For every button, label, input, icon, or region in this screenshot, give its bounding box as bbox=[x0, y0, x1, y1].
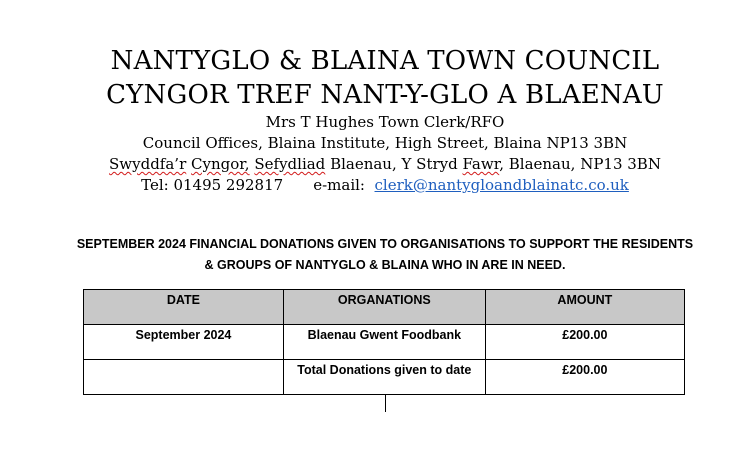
text-cursor bbox=[385, 395, 386, 412]
contact-details bbox=[0, 175, 743, 196]
telephone: Tel: 01495 292817 bbox=[141, 176, 284, 194]
table-row bbox=[84, 360, 685, 395]
heading-line: & GROUPS OF NANTYGLO & BLAINA WHO IN ARE IN NEED. bbox=[204, 258, 566, 272]
address-welsh-text: Blaenau, Y Stryd bbox=[330, 155, 458, 173]
cell-date bbox=[84, 360, 284, 395]
heading-line: SEPTEMBER 2024 FINANCIAL DONATIONS GIVEN TO ORGANISATIONS TO SUPPORT THE RESIDENTS bbox=[76, 237, 694, 251]
council-name-english: NANTYGLO & BLAINA TOWN COUNCIL bbox=[110, 46, 660, 76]
column-header-organisations: ORGANATIONS bbox=[283, 290, 485, 325]
cell-date: September 2024 bbox=[84, 325, 284, 360]
address-welsh bbox=[0, 154, 743, 175]
email-label: e-mail: bbox=[313, 176, 365, 194]
email-link[interactable]: clerk@nantygloandblainatc.co.uk bbox=[374, 176, 629, 194]
table-header-row bbox=[84, 290, 685, 325]
cell-organisation: Total Donations given to date bbox=[283, 360, 485, 395]
donations-table bbox=[83, 289, 685, 395]
table-row bbox=[84, 325, 685, 360]
cell-organisation: Blaenau Gwent Foodbank bbox=[283, 325, 485, 360]
column-header-date: DATE bbox=[84, 290, 284, 325]
cell-amount: £200.00 bbox=[485, 325, 684, 360]
cell-amount: £200.00 bbox=[485, 360, 684, 395]
clerk-name: Mrs T Hughes Town Clerk/RFO bbox=[265, 113, 505, 131]
column-header-amount: AMOUNT bbox=[485, 290, 684, 325]
document-heading bbox=[0, 234, 743, 276]
council-name-welsh: CYNGOR TREF NANT-Y-GLO A BLAENAU bbox=[106, 80, 664, 110]
address-welsh-text: , Blaenau, NP13 3BN bbox=[499, 155, 661, 173]
letterhead bbox=[0, 44, 743, 196]
spellcheck-word: Fawr bbox=[462, 155, 500, 173]
address-english: Council Offices, Blaina Institute, High Street, Blaina NP13 3BN bbox=[142, 134, 628, 152]
spellcheck-word: Swyddfa’r bbox=[109, 155, 187, 173]
spellcheck-word: Sefydliad bbox=[254, 155, 326, 173]
spellcheck-word: Cyngor, bbox=[191, 155, 250, 173]
